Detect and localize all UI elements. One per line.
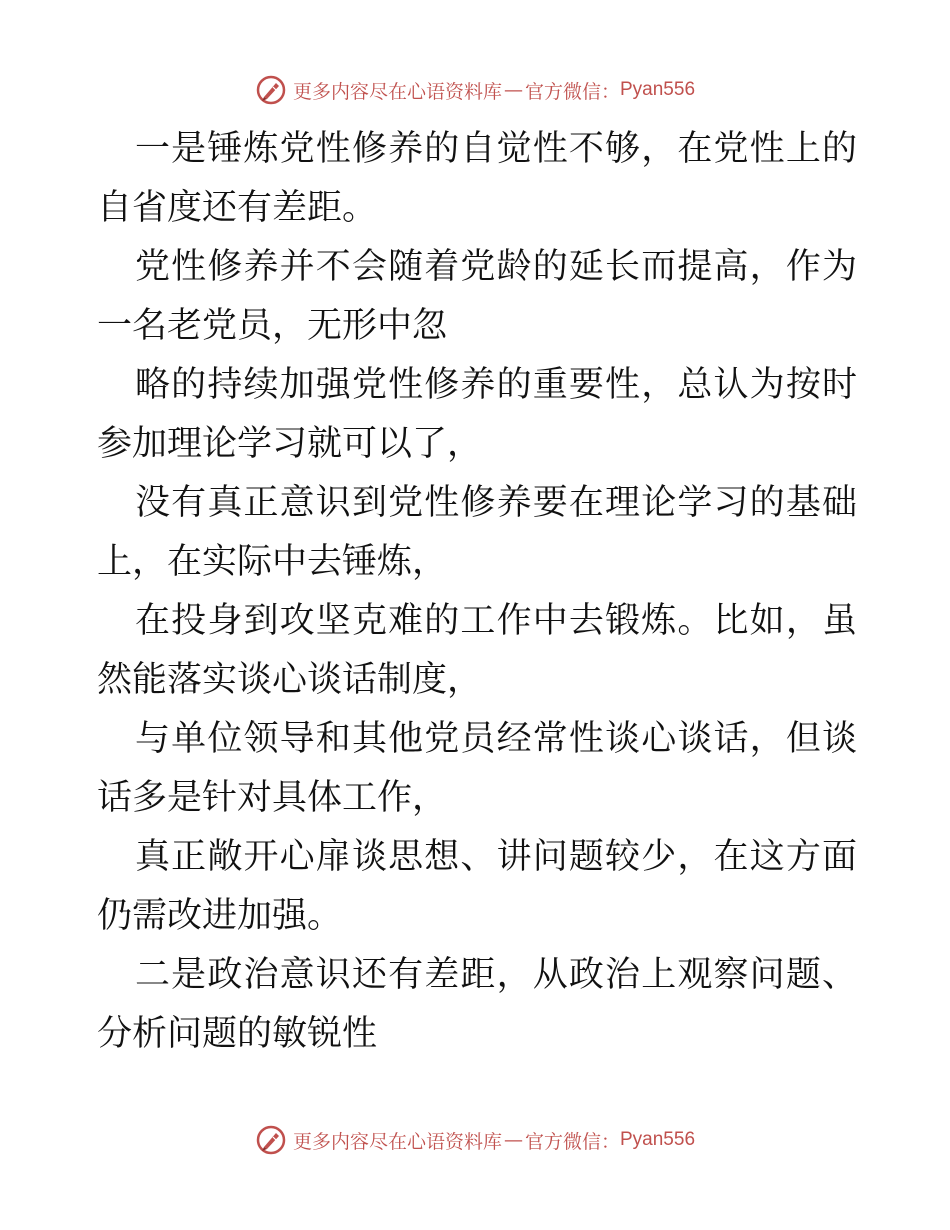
header-dash: —: [503, 79, 523, 101]
footer-dash: —: [503, 1129, 523, 1151]
quill-pen-logo-icon: [255, 1124, 287, 1156]
header-wechat-id: Pyan556: [620, 79, 696, 100]
quill-pen-logo-icon: [255, 74, 287, 106]
header-site-text: 更多内容尽在心语资料库: [292, 80, 502, 103]
paragraph: 二是政治意识还有差距，从政治上观察问题、分析问题的敏锐性: [97, 955, 857, 1054]
footer-site-text: 更多内容尽在心语资料库: [292, 1130, 502, 1153]
paragraph: 党性修养并不会随着党龄的延长而提高，作为一名老党员，无形中忽: [97, 247, 857, 346]
footer-wechat-label: 官方微信：: [524, 1130, 620, 1153]
paragraph: 真正敞开心扉谈思想、讲问题较少，在这方面仍需改进加强。: [97, 837, 857, 936]
paragraph: 没有真正意识到党性修养要在理论学习的基础上，在实际中去锤炼，: [97, 483, 857, 582]
paragraph: 与单位领导和其他党员经常性谈心谈话，但谈话多是针对具体工作，: [97, 719, 857, 818]
header-banner: [0, 70, 950, 110]
paragraph: 一是锤炼党性修养的自觉性不够，在党性上的自省度还有差距。: [97, 129, 857, 228]
header-wechat-label: 官方微信：: [524, 80, 620, 103]
paragraph: 在投身到攻坚克难的工作中去锻炼。比如，虽然能落实谈心谈话制度，: [97, 601, 857, 700]
document-body: [97, 120, 857, 1064]
footer-wechat-id: Pyan556: [620, 1129, 696, 1150]
footer-banner: [0, 1120, 950, 1160]
paragraph: 略的持续加强党性修养的重要性，总认为按时参加理论学习就可以了，: [97, 365, 857, 464]
